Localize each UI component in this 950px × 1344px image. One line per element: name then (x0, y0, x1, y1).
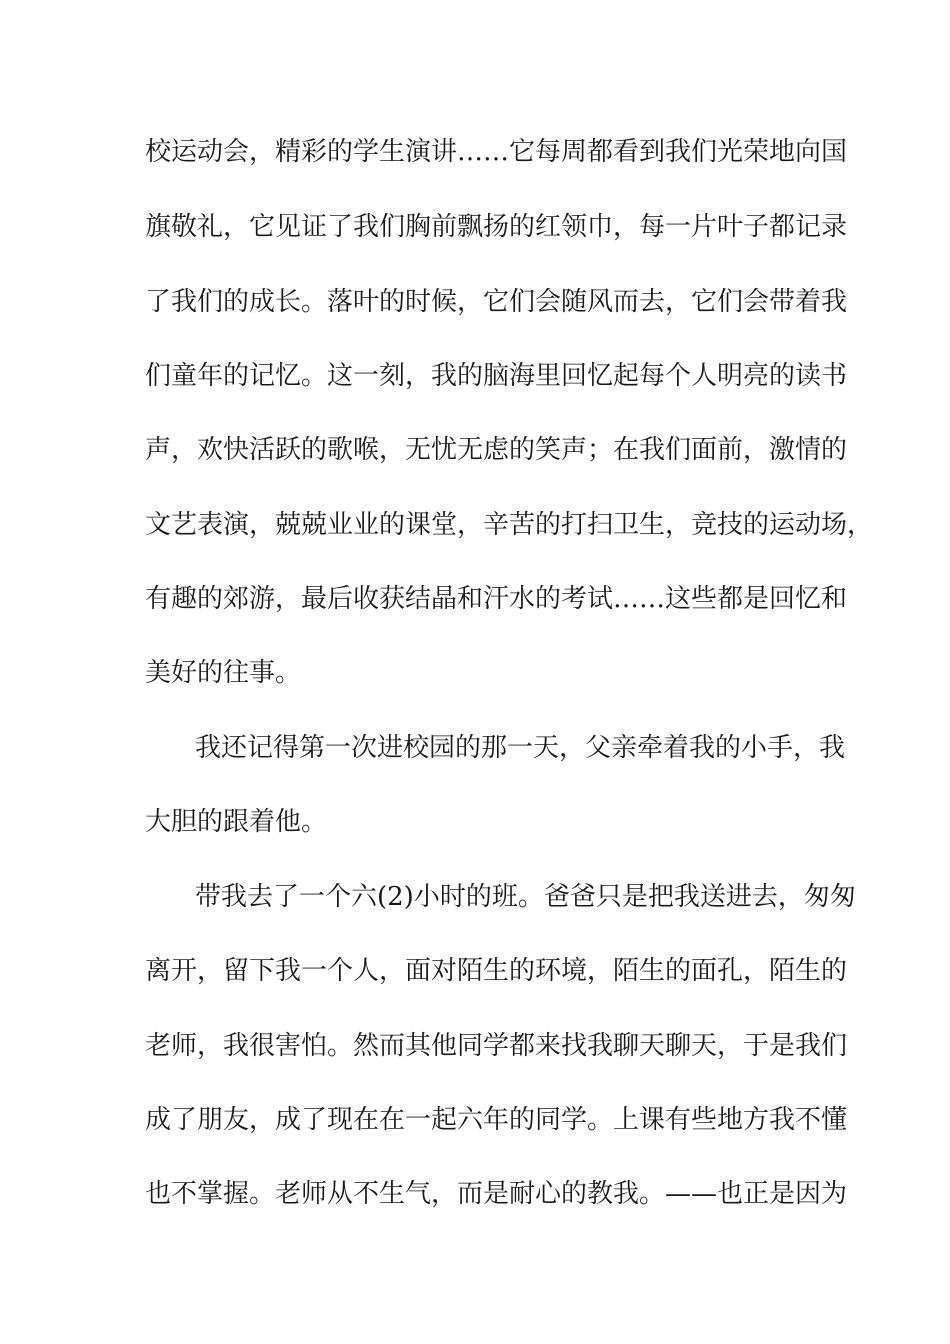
text-line-7: 有趣的郊游，最后收获结晶和汗水的考试……这些都是回忆和 (145, 584, 848, 614)
text-line-1: 校运动会，精彩的学生演讲……它每周都看到我们光荣地向国 (145, 137, 848, 167)
text-line-3: 了我们的成长。落叶的时候，它们会随风而去，它们会带着我 (145, 287, 848, 317)
text-line-8: 美好的往事。 (145, 658, 302, 688)
text-line-14: 成了朋友，成了现在在一起六年的同学。上课有些地方我不懂 (145, 1105, 848, 1135)
text-line-15: 也不掌握。老师从不生气，而是耐心的教我。——也正是因为 (145, 1179, 848, 1209)
text-line-9: 我还记得第一次进校园的那一天，父亲牵着我的小手，我 (195, 733, 846, 763)
text-line-13: 老师，我很害怕。然而其他同学都来找我聊天聊天，于是我们 (145, 1031, 848, 1061)
text-line-12: 离开，留下我一个人，面对陌生的环境，陌生的面孔，陌生的 (145, 956, 848, 986)
text-line-5: 声，欢快活跃的歌喉，无忧无虑的笑声；在我们面前，激情的 (145, 435, 848, 465)
text-line-4: 们童年的记忆。这一刻，我的脑海里回忆起每个人明亮的读书 (145, 361, 848, 391)
text-line-2: 旗敬礼，它见证了我们胸前飘扬的红领巾，每一片叶子都记录 (145, 212, 848, 242)
text-line-11: 带我去了一个六(2)小时的班。爸爸只是把我送进去，匆匆 (195, 882, 856, 912)
text-line-6: 文艺表演，兢兢业业的课堂，辛苦的打扫卫生，竞技的运动场， (145, 510, 874, 540)
text-line-10: 大胆的跟着他。 (145, 807, 328, 837)
